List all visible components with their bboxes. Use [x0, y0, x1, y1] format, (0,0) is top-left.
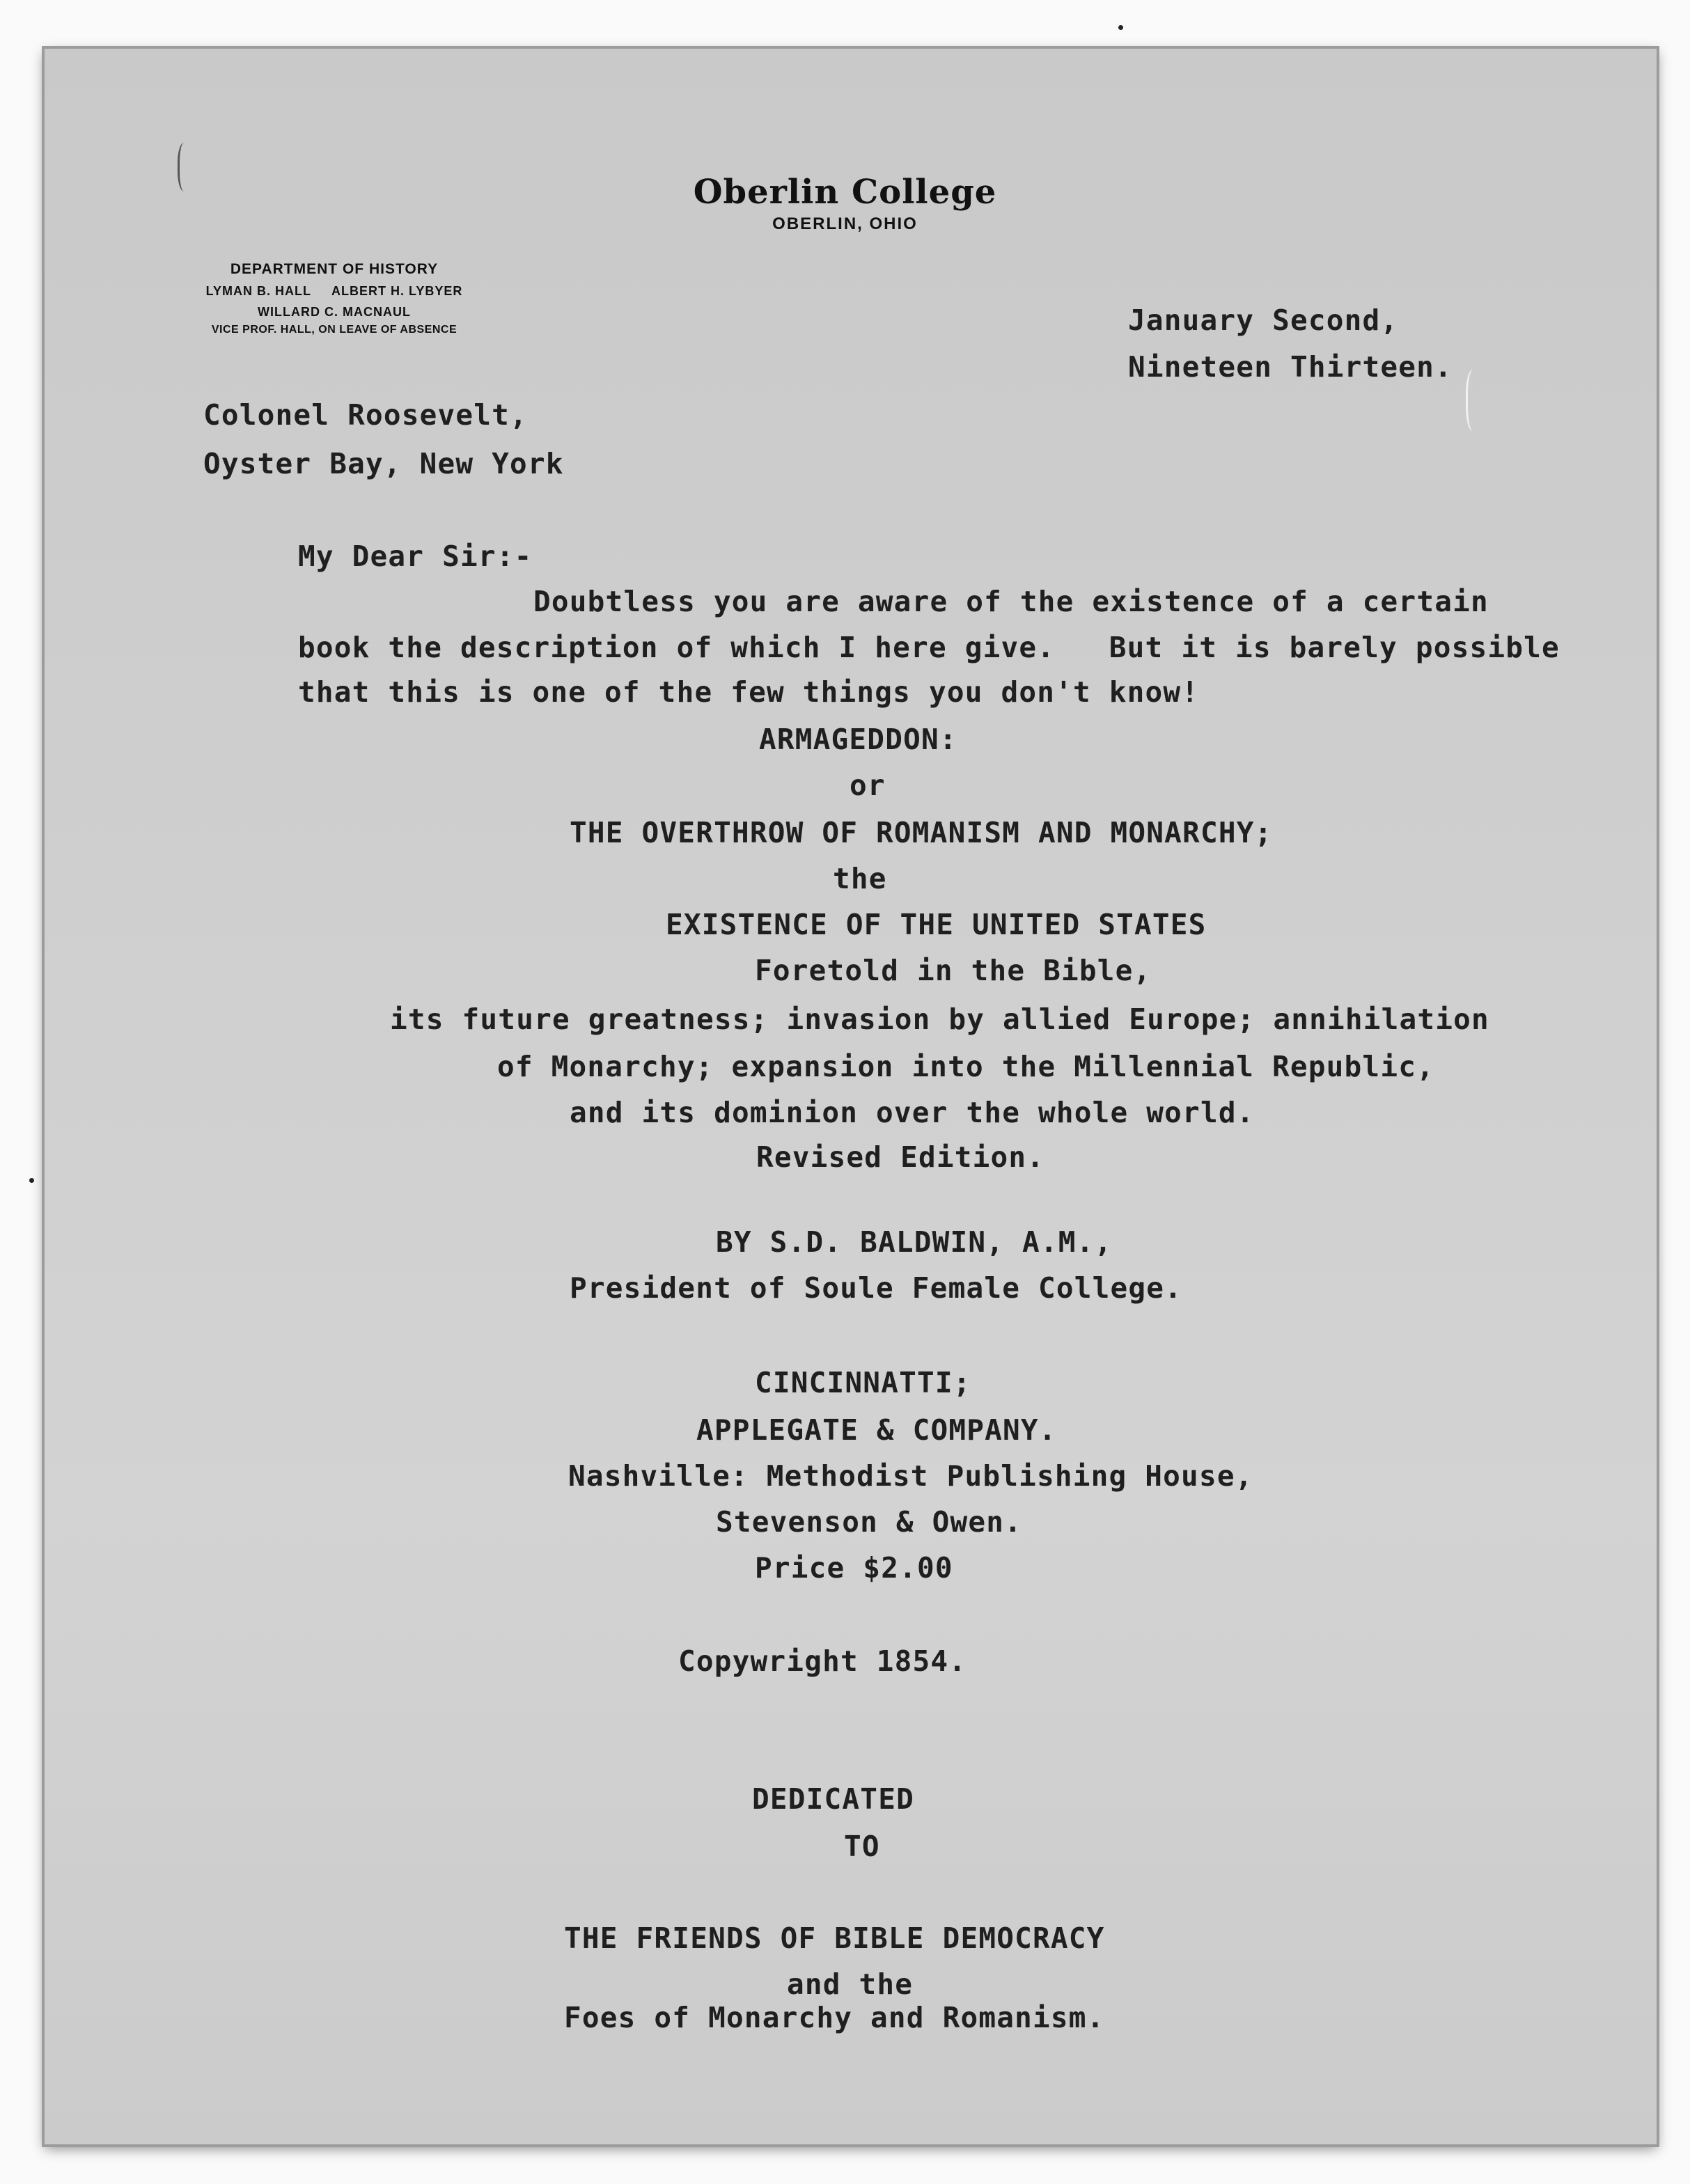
- publisher-nashville: Nashville: Methodist Publishing House,: [568, 1459, 1253, 1493]
- department-name: DEPARTMENT OF HISTORY: [230, 261, 439, 277]
- dedication-l3: THE FRIENDS OF BIBLE DEMOCRACY: [564, 1922, 1105, 1955]
- book-title-l6: Foretold in the Bible,: [755, 954, 1152, 987]
- dedication-l2: TO: [844, 1830, 880, 1863]
- intro-line3: that this is one of the few things you don't know!: [298, 675, 1200, 709]
- letterhead-institution: Oberlin College: [693, 173, 997, 212]
- dedication-l1: DEDICATED: [752, 1782, 914, 1816]
- author-byline: BY S.D. BALDWIN, A.M.,: [716, 1225, 1113, 1259]
- salutation: My Dear Sir:-: [298, 540, 533, 573]
- speck: [29, 1178, 34, 1183]
- publisher-agents: Stevenson & Owen.: [716, 1505, 1023, 1539]
- book-title-l9: and its dominion over the whole world.: [570, 1096, 1255, 1129]
- copyright-line: Copywright 1854.: [678, 1644, 967, 1678]
- book-title-l4: the: [833, 862, 887, 895]
- publisher-price: Price $2.00: [755, 1551, 953, 1585]
- recipient-address: Oyster Bay, New York: [203, 447, 564, 480]
- dedication-l5: Foes of Monarchy and Romanism.: [564, 2001, 1105, 2034]
- paper-mark: [178, 143, 194, 191]
- book-title-l5: EXISTENCE OF THE UNITED STATES: [666, 908, 1207, 941]
- speck: [1118, 25, 1123, 30]
- book-title-l3: THE OVERTHROW OF ROMANISM AND MONARCHY;: [570, 816, 1273, 849]
- intro-line1: Doubtless you are aware of the existence of a certain: [533, 585, 1489, 618]
- book-title-l8: of Monarchy; expansion into the Millennial Republic,: [497, 1050, 1434, 1083]
- department-staff-note: VICE PROF. HALL, ON LEAVE OF ABSENCE: [211, 324, 457, 336]
- publisher-company: APPLEGATE & COMPANY.: [696, 1413, 1057, 1447]
- letterhead-location: OBERLIN, OHIO: [772, 214, 918, 233]
- book-title-l2: or: [850, 769, 886, 802]
- date-line1: January Second,: [1128, 304, 1399, 337]
- book-title-l7: its future greatness; invasion by allied Europe; annihilation: [390, 1003, 1489, 1036]
- department-staff-line1: LYMAN B. HALL ALBERT H. LYBYER: [205, 284, 463, 298]
- intro-line2: book the description of which I here give. But it is barely possible: [298, 631, 1560, 664]
- department-staff-line2: WILLARD C. MACNAUL: [258, 305, 411, 319]
- paper-tear-mark: [1466, 369, 1485, 432]
- date-line2: Nineteen Thirteen.: [1128, 350, 1453, 384]
- dedication-l4: and the: [787, 1967, 914, 2001]
- book-title-l10: Revised Edition.: [756, 1140, 1045, 1174]
- publisher-city: CINCINNATTI;: [755, 1366, 971, 1399]
- author-title: President of Soule Female College.: [570, 1271, 1183, 1305]
- recipient-name: Colonel Roosevelt,: [203, 398, 528, 432]
- book-title-l1: ARMAGEDDON:: [759, 723, 957, 756]
